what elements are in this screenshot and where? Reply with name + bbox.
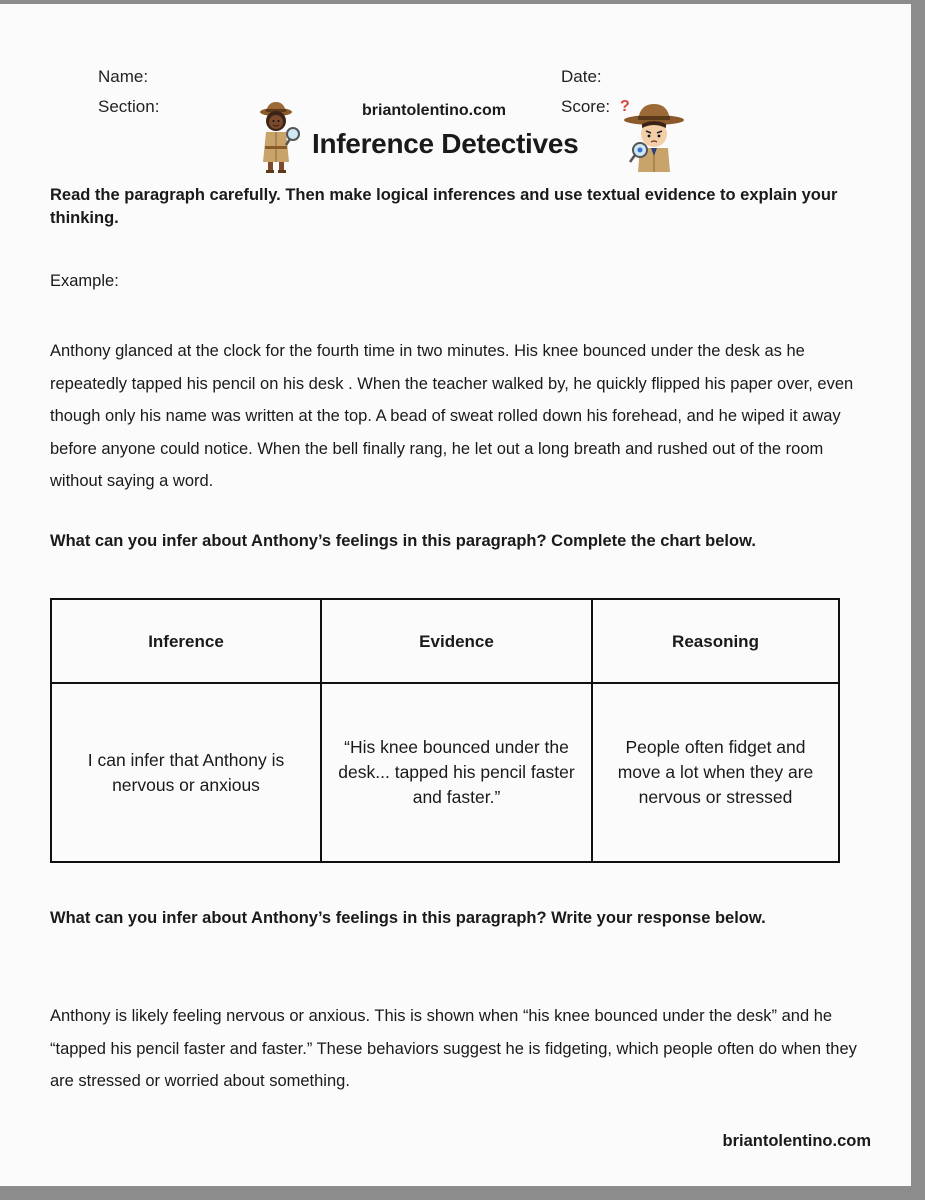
detective-boy-icon xyxy=(606,100,688,174)
question-chart: What can you infer about Anthony’s feelings in this paragraph? Complete the chart below. xyxy=(50,532,756,550)
question-mark-icon: ? xyxy=(620,98,630,115)
story-paragraph: Anthony glanced at the clock for the fourth time in two minutes. His knee bounced under the desk as he repeatedly tapped his pencil on his desk . When the teacher walked by, he quickly flipped his paper over, even though only his name was written at the top. A bead of sweat rolled down his forehead, and he wiped it away before anyone could notice. When the bell finally rang, he let out a long breath and rushed out of the room without saying a word. xyxy=(50,342,854,490)
example-label: Example: xyxy=(50,272,119,290)
name-label: Name: xyxy=(98,67,149,86)
chart-row xyxy=(51,683,839,862)
inference-chart xyxy=(50,598,840,863)
worksheet-page xyxy=(0,4,911,1186)
website-header: briantolentino.com xyxy=(362,102,506,119)
header-evidence: Evidence xyxy=(321,599,592,683)
instructions: Read the paragraph carefully. Then make logical inferences and use textual evidence to explain your thinking. xyxy=(50,186,838,227)
chart-header-row xyxy=(51,599,839,683)
cell-reasoning: People often fidget and move a lot when they are nervous or stressed xyxy=(592,683,839,862)
score-label: Score: xyxy=(561,97,611,116)
detective-girl-icon xyxy=(252,100,304,174)
header-reasoning: Reasoning xyxy=(592,599,839,683)
date-label: Date: xyxy=(561,67,602,86)
header-inference: Inference xyxy=(51,599,321,683)
question-written-response: What can you infer about Anthony’s feelings in this paragraph? Write your response below. xyxy=(50,909,766,927)
written-answer: Anthony is likely feeling nervous or anxious. This is shown when “his knee bounced under the desk” and he “tapped his pencil faster and faster.” These behaviors suggest he is fidgeting, which people often do when they are stressed or worried about something. xyxy=(50,1007,857,1090)
cell-evidence: “His knee bounced under the desk... tapped his pencil faster and faster.” xyxy=(321,683,592,862)
website-footer: briantolentino.com xyxy=(722,1132,871,1150)
cell-inference: I can infer that Anthony is nervous or anxious xyxy=(51,683,321,862)
section-label: Section: xyxy=(98,97,160,116)
worksheet-title: Inference Detectives xyxy=(312,128,579,159)
